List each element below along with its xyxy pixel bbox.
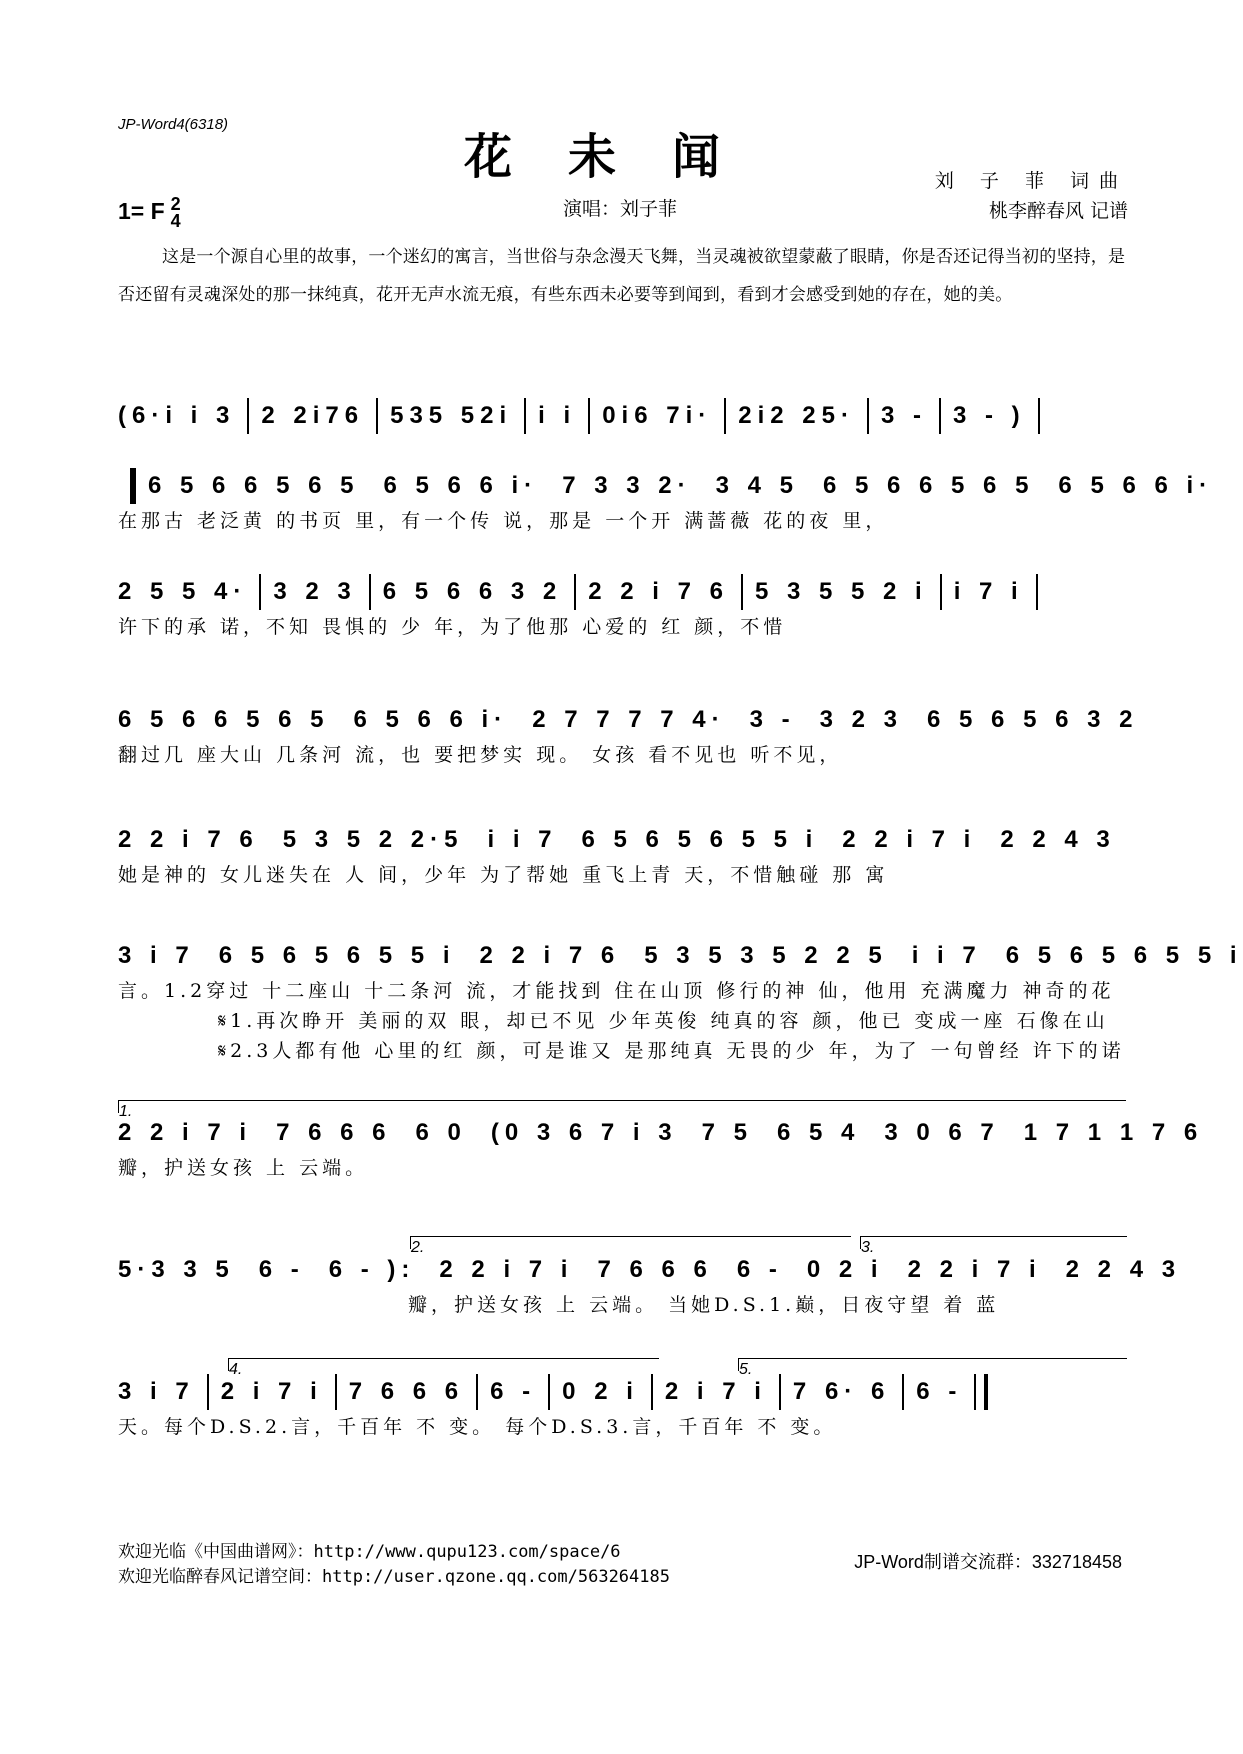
notes-row (118, 572, 1126, 612)
measure: 6 - (490, 1378, 537, 1405)
measure: 3 - (749, 706, 796, 733)
credit-transcriber: 桃李醉春风 记谱 (988, 200, 1128, 222)
barline (548, 1374, 550, 1410)
measure: 6 5 6 5 6 3 2 (927, 706, 1139, 733)
measure: (6·i i 3 (118, 402, 236, 429)
measure: 2 2 4 3 (1065, 1256, 1182, 1283)
measure: 3 0 6 7 (884, 1119, 1000, 1146)
measure: 2 2 i 7 i (439, 1256, 574, 1283)
measure: 2 2 i 7 i (118, 1119, 253, 1146)
notes-row (118, 700, 1139, 740)
lyric-line: 她是神的 女儿迷失在 人 间，少年 为了帮她 重飞上青 天，不惜触碰 那 寓 (118, 864, 889, 886)
lyric-line: 言。1.2穿过 十二座山 十二条河 流，才能找到 住在山顶 修行的神 仙，他用 充满魔力 神奇的花 (118, 980, 1115, 1002)
barline (207, 1374, 209, 1410)
measure: 6 5 6 6 5 6 5 (148, 472, 360, 499)
measure: 3 2 3 (819, 706, 904, 733)
measure: 5 3 5 5 2 i (754, 578, 928, 605)
measure: 2 2 4 3 (1000, 826, 1116, 853)
measure: 7 3 3 2· (562, 472, 692, 499)
volta-row (118, 1358, 1126, 1378)
measure: 6 5 6 6 i· (1058, 472, 1214, 499)
repeat-start-barline (130, 468, 136, 504)
system-3 (118, 572, 1126, 642)
volta-bracket-3 (860, 1236, 1127, 1256)
key-signature (118, 196, 181, 230)
barline (741, 574, 743, 610)
volta-row (118, 1236, 1126, 1256)
volta-label: 3. (861, 1239, 875, 1256)
measure: 5·3 3 5 (118, 1256, 235, 1283)
measure: 6 5 6 5 6 5 5 i (581, 826, 819, 853)
volta-label: 4. (229, 1361, 243, 1378)
system-1 (118, 396, 1126, 436)
system-6 (118, 936, 1243, 1066)
barline (940, 574, 942, 610)
barline (588, 398, 590, 434)
measure: 6 0 (415, 1119, 467, 1146)
measure: 6 5 6 6 5 6 5 (822, 472, 1035, 499)
measure: 6 5 4 (776, 1119, 861, 1146)
measure: i i 7 (487, 826, 558, 853)
notes-row (118, 1250, 1182, 1290)
measure: 7 6 6 6 (348, 1378, 465, 1405)
notes-row (118, 1372, 1126, 1412)
measure: 2 2 i 7 6 (479, 942, 621, 969)
volta-bracket-4 (228, 1358, 659, 1378)
time-denominator: 4 (170, 211, 181, 231)
lyric-line: 许下的承 诺，不知 畏惧的 少 年，为了他那 心爱的 红 颜，不惜 (118, 616, 787, 638)
measure: 3 2 3 (273, 578, 357, 605)
measure: 5 3 5 3 5 2 2 5 (644, 942, 888, 969)
system-7 (118, 1100, 1204, 1183)
system-2 (118, 466, 1214, 536)
system-5 (118, 820, 1126, 890)
barline (779, 1374, 781, 1410)
lyric-line: 天。每个D.S.2.言，千百年 不 变。 每个D.S.3.言，千百年 不 变。 (118, 1416, 837, 1438)
measure: 6 5 6 5 6 5 5 i (218, 942, 456, 969)
barline (574, 574, 576, 610)
measure: 7 5 (701, 1119, 753, 1146)
measure: 2 7 7 7 7 4· (532, 706, 726, 733)
footer-link-qzone[interactable]: 欢迎光临醉春风记谱空间：http://user.qzone.qq.com/563264185 (118, 1567, 670, 1587)
measure: 6 5 6 6 i· (353, 706, 509, 733)
barline (902, 1374, 904, 1410)
measure: 2 5 5 4· (118, 578, 248, 605)
measure: 2 2 i 7 i (842, 826, 977, 853)
footer-group: JP-Word制谱交流群：332718458 (854, 1552, 1122, 1572)
notes-row (118, 396, 1126, 436)
volta-bracket-5 (738, 1358, 1127, 1378)
notes-row (118, 936, 1243, 976)
measure: i 7 i (953, 578, 1024, 605)
volta-bracket-2 (410, 1236, 851, 1256)
song-title: 花未闻 (463, 129, 776, 185)
measure: 6 5 6 6 3 2 (382, 578, 563, 605)
measure: 6 - (258, 1256, 305, 1283)
notes-row (118, 1113, 1204, 1153)
measure: i i (538, 402, 577, 429)
barline (524, 398, 526, 434)
measure: 2 2i76 (261, 402, 365, 429)
credit-lyrics-music: 刘 子 菲 词曲 (934, 170, 1128, 192)
measure: 5 3 5 2 2·5 (282, 826, 464, 853)
measure: 6 5 6 6 5 6 5 (118, 706, 330, 733)
measure: 1 7 1 1 7 6 (1023, 1119, 1204, 1146)
volta-bracket-1 (118, 1100, 1126, 1120)
barline (376, 398, 378, 434)
measure: 2 2 i 7 6 (588, 578, 729, 605)
intro-paragraph: 这是一个源自心里的故事，一个迷幻的寓言，当世俗与杂念漫天飞舞，当灵魂被欲望蒙蔽了眼睛，你是否还记得当初的坚持，是否还留有灵魂深处的那一抹纯真，花开无声水流无痕，有些东西未必要等到闻到，看到才会感受到她的存在，她的美。 (118, 247, 1126, 305)
measure: i i 7 (911, 942, 982, 969)
barline (335, 1374, 337, 1410)
barline (724, 398, 726, 434)
lyric-line: 瓣，护送女孩 上 云端。 当她D.S.1.巅，日夜守望 着 蓝 (408, 1294, 1000, 1316)
lyric-line-verse3: 𝄋2.3人都有他 心里的红 颜，可是谁又 是那纯真 无畏的少 年，为了 一句曾经 许下的诺 (218, 1040, 1125, 1062)
barline (974, 1374, 988, 1410)
measure: 3 - (880, 402, 927, 429)
notes-row (118, 820, 1126, 860)
measure: 2 i 7 i (664, 1378, 767, 1405)
app-id: JP-Word4(6318) (118, 116, 229, 133)
measure: (0 3 6 7 i 3 (490, 1119, 678, 1146)
barline (369, 574, 371, 610)
measure: 6 5 6 5 6 5 5 i (1005, 942, 1243, 969)
lyric-line: 瓣，护送女孩 上 云端。 (118, 1157, 369, 1179)
barline (259, 574, 261, 610)
footer-link-qupu[interactable]: 欢迎光临《中国曲谱网》：http://www.qupu123.com/space/6 (118, 1542, 621, 1562)
measure: 6 - ): (328, 1256, 416, 1283)
measure: 3 4 5 (715, 472, 799, 499)
measure: 7 6· 6 (792, 1378, 891, 1405)
system-4 (118, 700, 1139, 770)
barline (651, 1374, 653, 1410)
system-9 (118, 1358, 1126, 1442)
barline (476, 1374, 478, 1410)
measure: 3 i 7 (118, 942, 195, 969)
barline (1038, 398, 1040, 434)
barline (1036, 574, 1038, 610)
volta-label: 1. (119, 1103, 133, 1120)
barline (867, 398, 869, 434)
measure: 2 i 7 i (220, 1378, 323, 1405)
measure: 7 6 6 6 (276, 1119, 392, 1146)
measure: 2 2 i 7 i (907, 1256, 1042, 1283)
key-tonic: 1= F (118, 198, 165, 225)
volta-label: 2. (411, 1239, 425, 1256)
time-signature (171, 196, 181, 230)
time-numerator: 2 (170, 194, 181, 214)
measure: 535 52i (390, 402, 513, 429)
barline (247, 398, 249, 434)
lyric-line: 在那古 老泛黄 的书页 里，有一个传 说，那是 一个开 满蔷薇 花的夜 里， (118, 510, 889, 532)
lyric-line: 翻过几 座大山 几条河 流，也 要把梦实 现。 女孩 看不见也 听不见， (118, 744, 843, 766)
notes-row (118, 466, 1214, 506)
barline (939, 398, 941, 434)
measure: 2 2 i 7 6 (118, 826, 259, 853)
measure: 0i6 7i· (602, 402, 713, 429)
measure: 6 - (736, 1256, 783, 1283)
measure: 0 2 i (562, 1378, 639, 1405)
singer: 演唱：刘子菲 (562, 198, 677, 220)
measure: 2i2 25· (738, 402, 855, 429)
volta-label: 5. (739, 1361, 753, 1378)
measure: 3 i 7 (118, 1378, 195, 1405)
measure: 7 6 6 6 (597, 1256, 713, 1283)
measure: 6 - (916, 1378, 963, 1405)
system-8 (118, 1236, 1182, 1320)
lyric-line-verse2: 𝄋1.再次睁开 美丽的双 眼，却已不见 少年英俊 纯真的容 颜，他已 变成一座 石像在山 (218, 1010, 1109, 1032)
measure: 3 - ) (952, 402, 1026, 429)
measure: 6 5 6 6 i· (383, 472, 539, 499)
measure: 0 2 i (806, 1256, 884, 1283)
